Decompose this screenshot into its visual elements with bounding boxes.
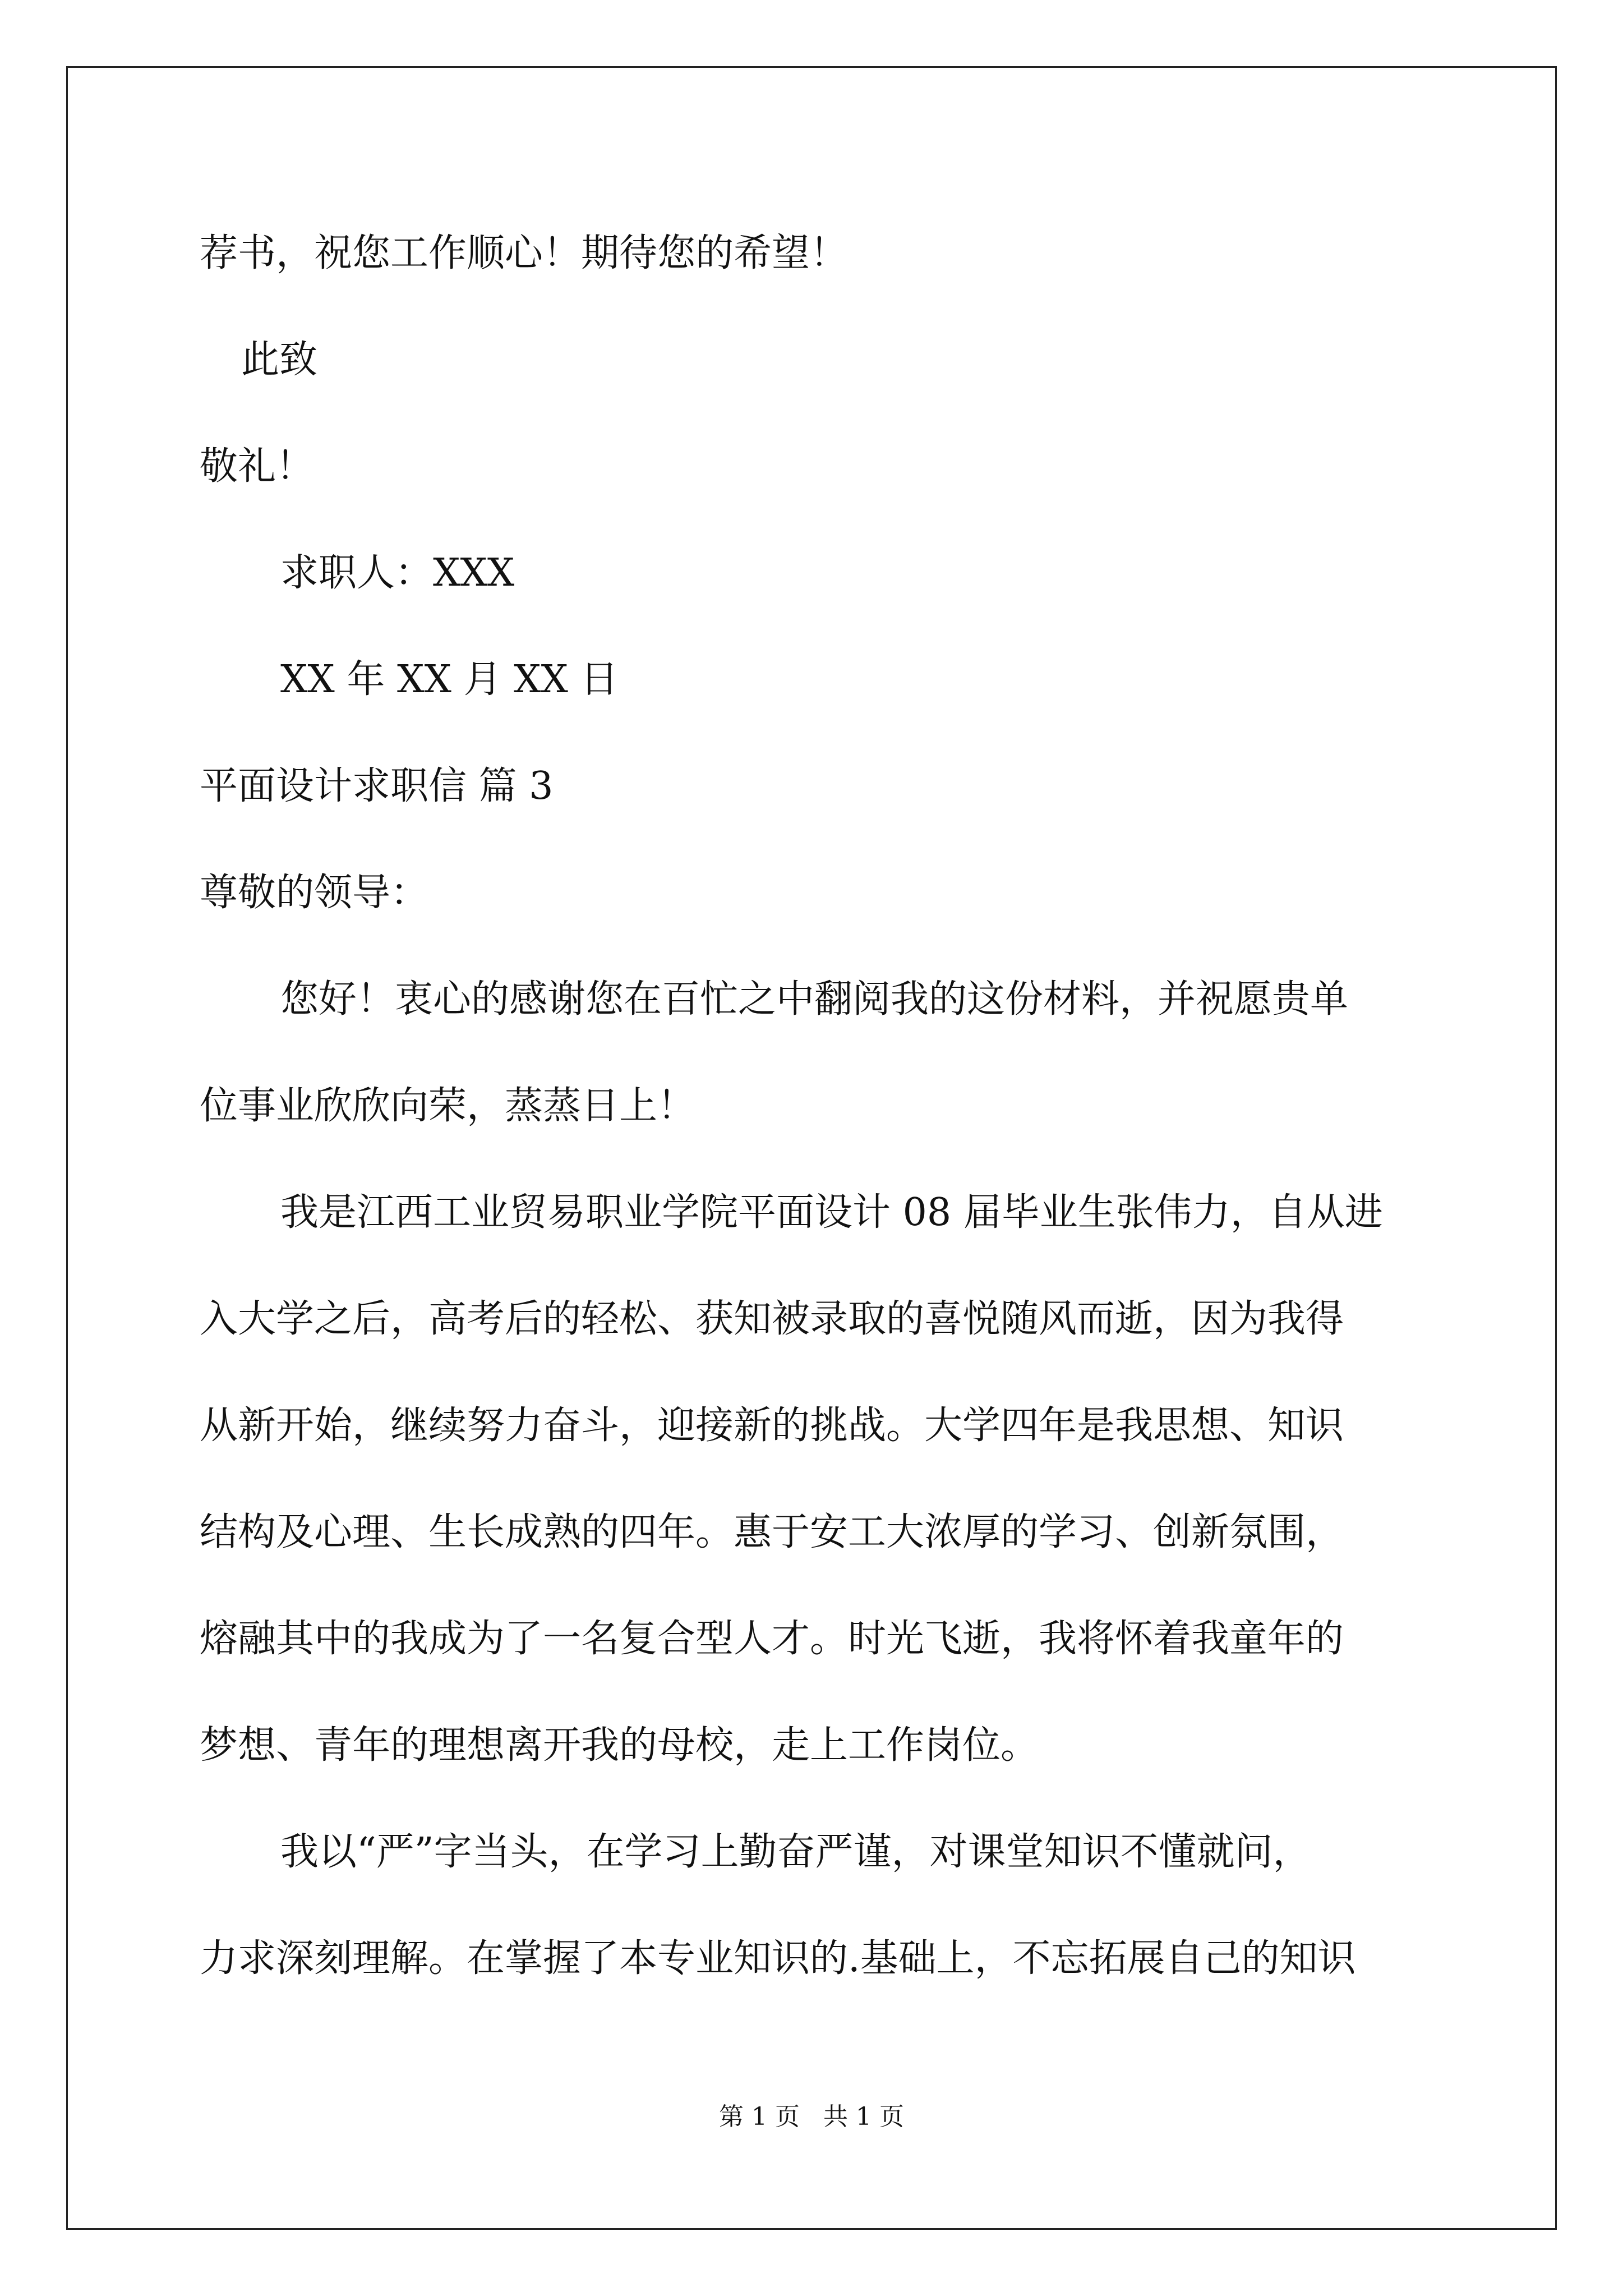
letter-date: XX 年 XX 月 XX 日 xyxy=(280,657,619,702)
section-heading: 平面设计求职信 篇 3 xyxy=(200,764,554,808)
paragraph-line: 入大学之后，高考后的轻松、获知被录取的喜悦随风而逝，因为我得 xyxy=(200,1297,1344,1341)
text-line: 荐书，祝您工作顺心！期待您的希望！ xyxy=(200,231,849,275)
paragraph-line: 从新开始，继续努力奋斗，迎接新的挑战。大学四年是我思想、知识 xyxy=(200,1404,1344,1448)
paragraph-line: 熔融其中的我成为了一名复合型人才。时光飞逝，我将怀着我童年的 xyxy=(200,1617,1344,1661)
page-border xyxy=(66,66,1557,2230)
paragraph-line: 我以“严”字当头，在学习上勤奋严谨，对课堂知识不懂就问， xyxy=(280,1830,1311,1874)
paragraph-line: 位事业欣欣向荣，蒸蒸日上！ xyxy=(200,1084,696,1128)
paragraph-line: 结构及心理、生长成熟的四年。惠于安工大浓厚的学习、创新氛围， xyxy=(200,1510,1344,1554)
page-footer: 第 1 页 共 1 页 xyxy=(719,2102,904,2131)
paragraph-line: 我是江西工业贸易职业学院平面设计 08 届毕业生张伟力，自从进 xyxy=(280,1190,1383,1235)
closing-salutation: 此致 xyxy=(241,338,318,382)
paragraph-line: 力求深刻理解。在掌握了本专业知识的.基础上，不忘拓展自己的知识 xyxy=(200,1936,1356,1981)
closing-regards: 敬礼！ xyxy=(200,444,315,489)
paragraph-line: 您好！衷心的感谢您在百忙之中翻阅我的这份材料，并祝愿贵单 xyxy=(280,977,1349,1022)
greeting: 尊敬的领导： xyxy=(200,871,429,915)
applicant-signature: 求职人：XXX xyxy=(280,551,515,595)
paragraph-line: 梦想、青年的理想离开我的母校，走上工作岗位。 xyxy=(200,1723,1039,1768)
